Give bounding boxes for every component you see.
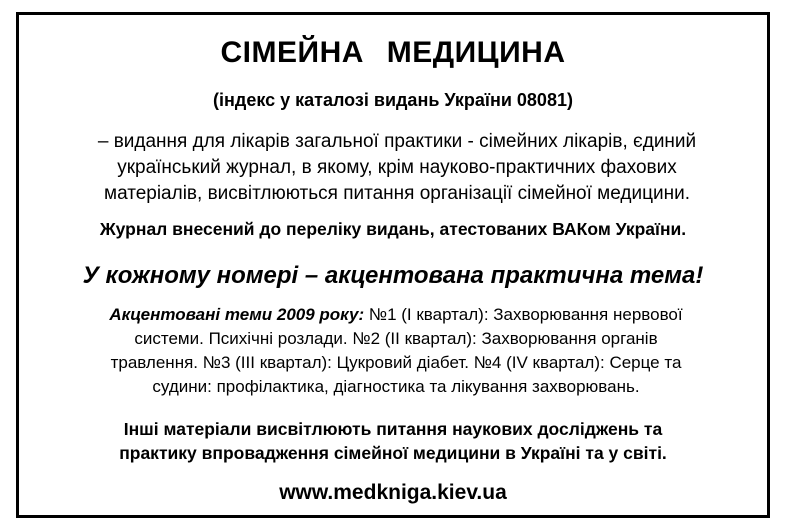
description-line: – видання для лікарів загальної практики - сімейних лікарів, єдиний [97, 131, 697, 152]
journal-title: СІМЕЙНА МЕДИЦИНА [220, 36, 566, 69]
other-materials [19, 417, 767, 465]
topics-heading: Акцентовані теми 2009 року: [109, 305, 365, 324]
topics-text: №1 (І квартал): Захворювання нервової [364, 305, 683, 324]
topics-2009 [39, 303, 753, 399]
vak-notice: Журнал внесений до переліку видань, атестованих ВАКом України. [99, 219, 687, 239]
topics-line: системи. Психічні розлади. №2 (ІІ квартал): Захворювання органів [134, 329, 658, 348]
topics-line: травлення. №3 (ІІІ квартал): Цукровий діабет. №4 (IV квартал): Серце та [110, 353, 682, 372]
topics-line: судини: профілактика, діагностика та лікування захворювань. [152, 377, 640, 396]
journal-description [37, 129, 757, 207]
description-line: матеріалів, висвітлюються питання організації сімейної медицини. [104, 183, 690, 204]
slogan: У кожному номері – акцентована практична тема! [82, 262, 704, 289]
advertisement-box [16, 12, 770, 518]
catalog-index: (індекс у каталозі видань України 08081) [213, 90, 573, 110]
website-url: www.medkniga.kiev.ua [279, 481, 507, 504]
topics-line [39, 303, 753, 327]
other-materials-line: Інші матеріали висвітлюють питання наукових досліджень та [123, 419, 663, 439]
other-materials-line: практику впровадження сімейної медицини в Україні та у світі. [119, 443, 667, 463]
description-line: український журнал, в якому, крім науково-практичних фахових [117, 157, 677, 178]
